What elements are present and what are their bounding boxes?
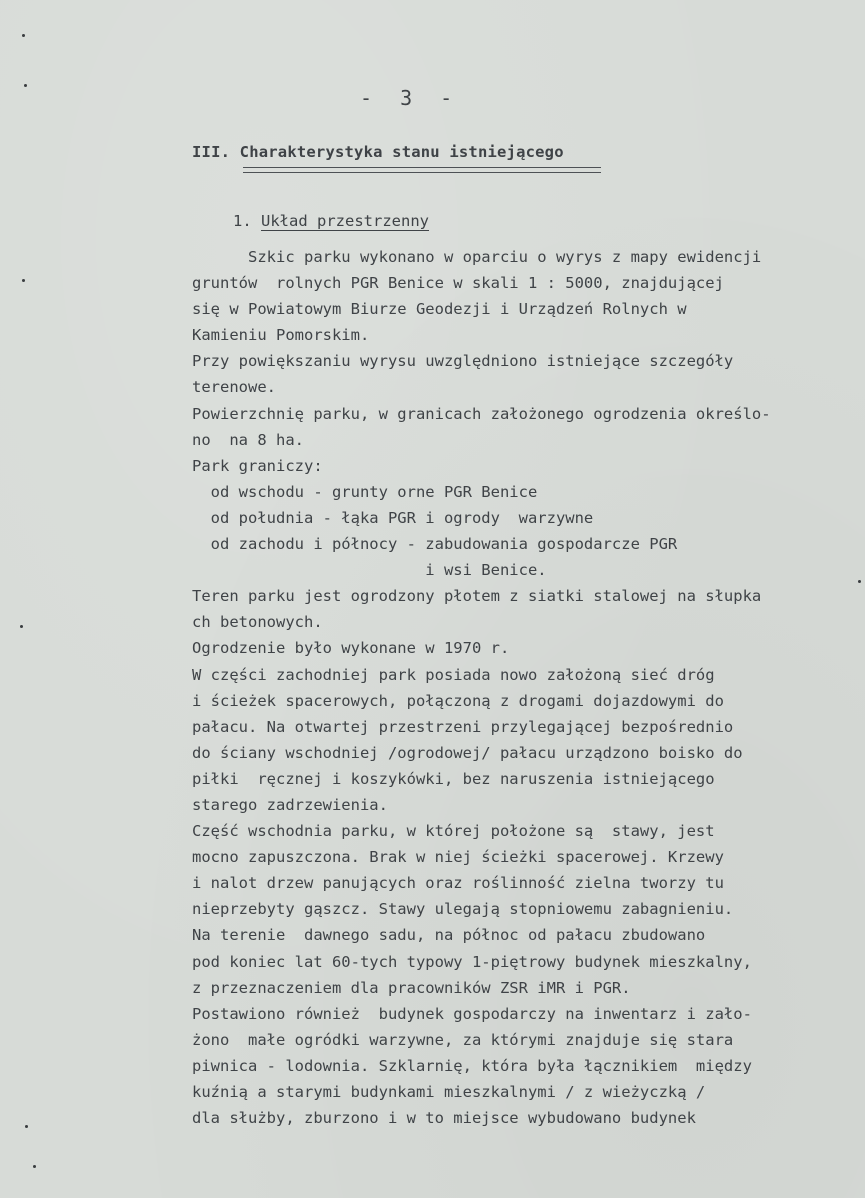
text-line: pałacu. Na otwartej przestrzeni przylegającej bezpośrednio xyxy=(192,717,734,736)
text-line: Kamieniu Pomorskim. xyxy=(192,326,370,345)
margin-mark xyxy=(858,580,861,583)
subsection-title: Układ przestrzenny xyxy=(261,212,429,230)
text-line: mocno zapuszczona. Brak w niej ścieżki spacerowej. Krzewy xyxy=(192,848,724,867)
text-line: i wsi Benice. xyxy=(192,561,547,580)
text-line: Park graniczy: xyxy=(192,456,323,475)
text-line: gruntów rolnych PGR Benice w skali 1 : 5000, znajdującej xyxy=(192,274,724,293)
text-line: starego zadrzewienia. xyxy=(192,795,388,814)
text-line: ch betonowych. xyxy=(192,613,323,632)
subsection-heading xyxy=(233,212,429,230)
text-line: Teren parku jest ogrodzony płotem z siatki stalowej na słupka xyxy=(192,587,762,606)
text-line: i nalot drzew panujących oraz roślinność zielna tworzy tu xyxy=(192,874,724,893)
text-line: do ściany wschodniej /ogrodowej/ pałacu urządzono boisko do xyxy=(192,743,743,762)
margin-mark xyxy=(25,1125,28,1128)
text-line: piwnica - lodownia. Szklarnię, która była łącznikiem między xyxy=(192,1056,752,1075)
margin-mark xyxy=(20,625,23,628)
text-line: Przy powiększaniu wyrysu uwzględniono istniejące szczegóły xyxy=(192,352,734,371)
margin-mark xyxy=(24,84,27,87)
text-line: piłki ręcznej i koszykówki, bez naruszenia istniejącego xyxy=(192,769,715,788)
margin-mark xyxy=(22,34,25,37)
text-line: terenowe. xyxy=(192,378,276,397)
margin-mark xyxy=(33,1165,36,1168)
text-line: od wschodu - grunty orne PGR Benice xyxy=(192,482,538,501)
text-line: pod koniec lat 60-tych typowy 1-piętrowy budynek mieszkalny, xyxy=(192,952,752,971)
text-line: Część wschodnia parku, w której położone są stawy, jest xyxy=(192,822,715,841)
text-line: Ogrodzenie było wykonane w 1970 r. xyxy=(192,639,510,658)
margin-mark xyxy=(22,279,25,282)
text-line: Postawiono również budynek gospodarczy na inwentarz i zało- xyxy=(192,1004,752,1023)
section-title: III. Charakterystyka stanu istniejącego xyxy=(192,143,564,161)
text-line: się w Powiatowym Biurze Geodezji i Urządzeń Rolnych w xyxy=(192,300,687,319)
body-text xyxy=(192,244,852,1131)
text-line: żono małe ogródki warzywne, za którymi znajduje się stara xyxy=(192,1030,734,1049)
text-line: od zachodu i północy - zabudowania gospodarcze PGR xyxy=(192,535,678,554)
page-number: - 3 - xyxy=(360,86,461,110)
text-line: nieprzebyty gąszcz. Stawy ulegają stopniowemu zabagnieniu. xyxy=(192,900,734,919)
subsection-number: 1. xyxy=(233,212,252,230)
text-line: dla służby, zburzono i w to miejsce wybudowano budynek xyxy=(192,1109,696,1128)
text-line: Szkic parku wykonano w oparciu o wyrys z mapy ewidencji xyxy=(192,248,762,266)
text-line: z przeznaczeniem dla pracowników ZSR iMR i PGR. xyxy=(192,978,631,997)
text-line: od południa - łąka PGR i ogrody warzywne xyxy=(192,508,594,527)
text-line: Na terenie dawnego sadu, na północ od pałacu zbudowano xyxy=(192,926,706,945)
text-line: W części zachodniej park posiada nowo założoną sieć dróg xyxy=(192,665,715,684)
text-line: kuźnią a starymi budynkami mieszkalnymi / z wieżyczką / xyxy=(192,1083,706,1101)
text-line: i ścieżek spacerowych, połączoną z drogami dojazdowymi do xyxy=(192,691,724,710)
text-line: Powierzchnię parku, w granicach założonego ogrodzenia określo- xyxy=(192,404,771,423)
section-title-underline xyxy=(243,167,601,173)
text-line: no na 8 ha. xyxy=(192,430,304,449)
